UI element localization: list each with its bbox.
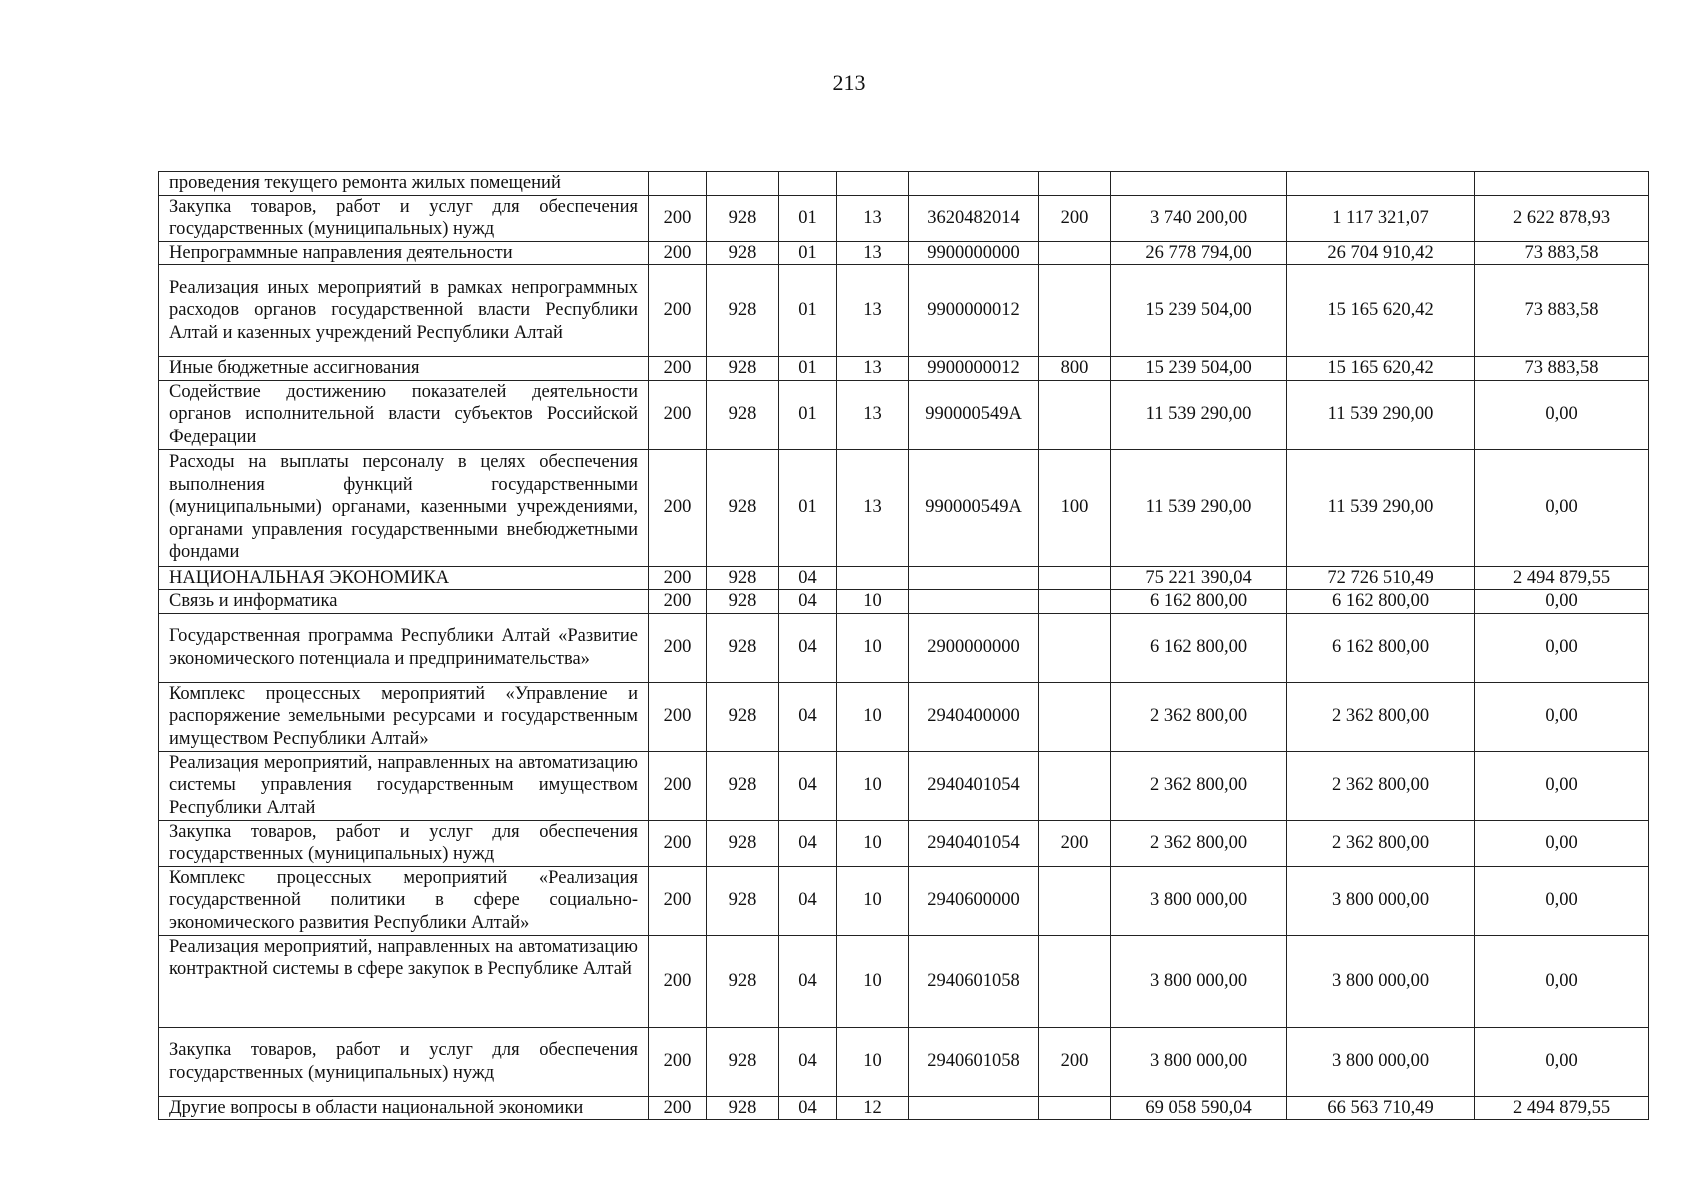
- planned-amount-cell: 2 362 800,00: [1111, 820, 1287, 866]
- table-row: [159, 566, 1649, 590]
- expense-type-cell: [1039, 241, 1111, 265]
- subsection-code-cell: 10: [837, 1027, 909, 1096]
- table-row: [159, 241, 1649, 265]
- admin-code-cell: 200: [649, 265, 707, 357]
- ministry-code-cell: 928: [707, 866, 779, 935]
- planned-amount-cell: 3 800 000,00: [1111, 935, 1287, 1027]
- target-article-cell: 2940600000: [909, 866, 1039, 935]
- target-article-cell: [909, 590, 1039, 614]
- section-code-cell: 01: [779, 265, 837, 357]
- target-article-cell: 9900000000: [909, 241, 1039, 265]
- admin-code-cell: 200: [649, 241, 707, 265]
- executed-amount-cell: [1287, 172, 1475, 196]
- target-article-cell: 2940601058: [909, 1027, 1039, 1096]
- expense-type-cell: 200: [1039, 820, 1111, 866]
- planned-amount-cell: 15 239 504,00: [1111, 265, 1287, 357]
- expense-type-cell: 800: [1039, 357, 1111, 381]
- row-name-cell: Непрограммные направления деятельности: [159, 241, 649, 265]
- admin-code-cell: [649, 172, 707, 196]
- remaining-amount-cell: 0,00: [1475, 682, 1649, 751]
- subsection-code-cell: 13: [837, 380, 909, 449]
- section-code-cell: 01: [779, 380, 837, 449]
- remaining-amount-cell: 0,00: [1475, 820, 1649, 866]
- subsection-code-cell: 13: [837, 241, 909, 265]
- admin-code-cell: 200: [649, 195, 707, 241]
- ministry-code-cell: 928: [707, 195, 779, 241]
- remaining-amount-cell: 73 883,58: [1475, 241, 1649, 265]
- target-article-cell: 990000549A: [909, 380, 1039, 449]
- planned-amount-cell: 2 362 800,00: [1111, 751, 1287, 820]
- ministry-code-cell: 928: [707, 935, 779, 1027]
- executed-amount-cell: 11 539 290,00: [1287, 449, 1475, 566]
- remaining-amount-cell: 73 883,58: [1475, 265, 1649, 357]
- target-article-cell: 990000549A: [909, 449, 1039, 566]
- admin-code-cell: 200: [649, 613, 707, 682]
- remaining-amount-cell: 0,00: [1475, 866, 1649, 935]
- row-name-cell: Комплекс процессных мероприятий «Реализация государственной политики в сфере социально-экономического развития Республики Алтай»: [159, 866, 649, 935]
- subsection-code-cell: 10: [837, 613, 909, 682]
- table-row: [159, 1027, 1649, 1096]
- subsection-code-cell: 10: [837, 935, 909, 1027]
- remaining-amount-cell: 2 494 879,55: [1475, 566, 1649, 590]
- row-name-cell: Содействие достижению показателей деятельности органов исполнительной власти субъектов Российской Федерации: [159, 380, 649, 449]
- section-code-cell: 04: [779, 590, 837, 614]
- row-name-cell: Реализация иных мероприятий в рамках непрограммных расходов органов государственной власти Республики Алтай и казенных учреждений Республики Алтай: [159, 265, 649, 357]
- planned-amount-cell: 3 740 200,00: [1111, 195, 1287, 241]
- row-name-cell: Государственная программа Республики Алтай «Развитие экономического потенциала и предпринимательства»: [159, 613, 649, 682]
- executed-amount-cell: 6 162 800,00: [1287, 613, 1475, 682]
- target-article-cell: 2940401054: [909, 751, 1039, 820]
- ministry-code-cell: 928: [707, 1027, 779, 1096]
- subsection-code-cell: [837, 172, 909, 196]
- row-name-cell: Иные бюджетные ассигнования: [159, 357, 649, 381]
- remaining-amount-cell: 2 494 879,55: [1475, 1096, 1649, 1120]
- planned-amount-cell: 69 058 590,04: [1111, 1096, 1287, 1120]
- ministry-code-cell: 928: [707, 590, 779, 614]
- table-row: [159, 682, 1649, 751]
- table-row: [159, 613, 1649, 682]
- expense-type-cell: [1039, 613, 1111, 682]
- subsection-code-cell: 13: [837, 357, 909, 381]
- section-code-cell: 01: [779, 357, 837, 381]
- subsection-code-cell: 13: [837, 195, 909, 241]
- section-code-cell: [779, 172, 837, 196]
- ministry-code-cell: 928: [707, 380, 779, 449]
- remaining-amount-cell: 0,00: [1475, 380, 1649, 449]
- subsection-code-cell: 10: [837, 590, 909, 614]
- subsection-code-cell: 12: [837, 1096, 909, 1120]
- row-name-cell: НАЦИОНАЛЬНАЯ ЭКОНОМИКА: [159, 566, 649, 590]
- ministry-code-cell: 928: [707, 820, 779, 866]
- table-row: [159, 590, 1649, 614]
- remaining-amount-cell: 2 622 878,93: [1475, 195, 1649, 241]
- admin-code-cell: 200: [649, 566, 707, 590]
- row-name-cell: Закупка товаров, работ и услуг для обеспечения государственных (муниципальных) нужд: [159, 195, 649, 241]
- admin-code-cell: 200: [649, 935, 707, 1027]
- target-article-cell: 9900000012: [909, 357, 1039, 381]
- ministry-code-cell: 928: [707, 449, 779, 566]
- row-name-cell: Комплекс процессных мероприятий «Управление и распоряжение земельными ресурсами и государственным имуществом Республики Алтай»: [159, 682, 649, 751]
- planned-amount-cell: 75 221 390,04: [1111, 566, 1287, 590]
- admin-code-cell: 200: [649, 682, 707, 751]
- remaining-amount-cell: 73 883,58: [1475, 357, 1649, 381]
- expense-type-cell: [1039, 682, 1111, 751]
- executed-amount-cell: 26 704 910,42: [1287, 241, 1475, 265]
- target-article-cell: 2940400000: [909, 682, 1039, 751]
- expense-type-cell: 100: [1039, 449, 1111, 566]
- ministry-code-cell: 928: [707, 613, 779, 682]
- remaining-amount-cell: 0,00: [1475, 449, 1649, 566]
- section-code-cell: 04: [779, 1096, 837, 1120]
- ministry-code-cell: 928: [707, 566, 779, 590]
- section-code-cell: 01: [779, 195, 837, 241]
- admin-code-cell: 200: [649, 449, 707, 566]
- section-code-cell: 04: [779, 866, 837, 935]
- expense-type-cell: [1039, 566, 1111, 590]
- remaining-amount-cell: 0,00: [1475, 751, 1649, 820]
- table-row: [159, 820, 1649, 866]
- table-row: [159, 265, 1649, 357]
- subsection-code-cell: 10: [837, 820, 909, 866]
- ministry-code-cell: 928: [707, 357, 779, 381]
- budget-table: [158, 171, 1649, 1120]
- admin-code-cell: 200: [649, 380, 707, 449]
- target-article-cell: 2940601058: [909, 935, 1039, 1027]
- planned-amount-cell: [1111, 172, 1287, 196]
- executed-amount-cell: 2 362 800,00: [1287, 820, 1475, 866]
- page-number: 213: [832, 70, 866, 95]
- section-code-cell: 04: [779, 613, 837, 682]
- subsection-code-cell: 10: [837, 751, 909, 820]
- target-article-cell: 2940401054: [909, 820, 1039, 866]
- executed-amount-cell: 11 539 290,00: [1287, 380, 1475, 449]
- section-code-cell: 04: [779, 820, 837, 866]
- admin-code-cell: 200: [649, 866, 707, 935]
- admin-code-cell: 200: [649, 751, 707, 820]
- planned-amount-cell: 2 362 800,00: [1111, 682, 1287, 751]
- admin-code-cell: 200: [649, 1027, 707, 1096]
- executed-amount-cell: 15 165 620,42: [1287, 357, 1475, 381]
- section-code-cell: 01: [779, 449, 837, 566]
- expense-type-cell: [1039, 590, 1111, 614]
- expense-type-cell: [1039, 1096, 1111, 1120]
- section-code-cell: 04: [779, 566, 837, 590]
- planned-amount-cell: 11 539 290,00: [1111, 449, 1287, 566]
- section-code-cell: 04: [779, 751, 837, 820]
- target-article-cell: 3620482014: [909, 195, 1039, 241]
- row-name-cell: Реализация мероприятий, направленных на автоматизацию контрактной системы в сфере закупок в Республике Алтай: [159, 935, 649, 1027]
- ministry-code-cell: 928: [707, 682, 779, 751]
- executed-amount-cell: 6 162 800,00: [1287, 590, 1475, 614]
- executed-amount-cell: 15 165 620,42: [1287, 265, 1475, 357]
- section-code-cell: 01: [779, 241, 837, 265]
- planned-amount-cell: 6 162 800,00: [1111, 590, 1287, 614]
- section-code-cell: 04: [779, 935, 837, 1027]
- subsection-code-cell: 13: [837, 449, 909, 566]
- ministry-code-cell: 928: [707, 1096, 779, 1120]
- expense-type-cell: [1039, 866, 1111, 935]
- planned-amount-cell: 3 800 000,00: [1111, 1027, 1287, 1096]
- table-row: [159, 866, 1649, 935]
- target-article-cell: 9900000012: [909, 265, 1039, 357]
- section-code-cell: 04: [779, 1027, 837, 1096]
- remaining-amount-cell: 0,00: [1475, 613, 1649, 682]
- remaining-amount-cell: [1475, 172, 1649, 196]
- planned-amount-cell: 26 778 794,00: [1111, 241, 1287, 265]
- target-article-cell: 2900000000: [909, 613, 1039, 682]
- expense-type-cell: [1039, 935, 1111, 1027]
- executed-amount-cell: 2 362 800,00: [1287, 682, 1475, 751]
- section-code-cell: 04: [779, 682, 837, 751]
- target-article-cell: [909, 1096, 1039, 1120]
- ministry-code-cell: 928: [707, 241, 779, 265]
- admin-code-cell: 200: [649, 357, 707, 381]
- row-name-cell: Реализация мероприятий, направленных на автоматизацию системы управления государственным имуществом Республики Алтай: [159, 751, 649, 820]
- table-row: [159, 935, 1649, 1027]
- row-name-cell: проведения текущего ремонта жилых помещений: [159, 172, 649, 196]
- expense-type-cell: [1039, 265, 1111, 357]
- subsection-code-cell: [837, 566, 909, 590]
- admin-code-cell: 200: [649, 590, 707, 614]
- table-row: [159, 172, 1649, 196]
- executed-amount-cell: 3 800 000,00: [1287, 935, 1475, 1027]
- expense-type-cell: [1039, 380, 1111, 449]
- ministry-code-cell: [707, 172, 779, 196]
- row-name-cell: Закупка товаров, работ и услуг для обеспечения государственных (муниципальных) нужд: [159, 1027, 649, 1096]
- table-row: [159, 380, 1649, 449]
- planned-amount-cell: 15 239 504,00: [1111, 357, 1287, 381]
- ministry-code-cell: 928: [707, 265, 779, 357]
- remaining-amount-cell: 0,00: [1475, 590, 1649, 614]
- executed-amount-cell: 3 800 000,00: [1287, 866, 1475, 935]
- executed-amount-cell: 3 800 000,00: [1287, 1027, 1475, 1096]
- expense-type-cell: [1039, 751, 1111, 820]
- remaining-amount-cell: 0,00: [1475, 1027, 1649, 1096]
- row-name-cell: Связь и информатика: [159, 590, 649, 614]
- executed-amount-cell: 66 563 710,49: [1287, 1096, 1475, 1120]
- expense-type-cell: 200: [1039, 195, 1111, 241]
- row-name-cell: Расходы на выплаты персоналу в целях обеспечения выполнения функций государственными (муниципальными) органами, казенными учреждениями, органами управления государственными внебюджетными фондами: [159, 449, 649, 566]
- subsection-code-cell: 10: [837, 866, 909, 935]
- row-name-cell: Другие вопросы в области национальной экономики: [159, 1096, 649, 1120]
- table-row: [159, 1096, 1649, 1120]
- admin-code-cell: 200: [649, 1096, 707, 1120]
- table-body: [159, 172, 1649, 1120]
- executed-amount-cell: 2 362 800,00: [1287, 751, 1475, 820]
- table-row: [159, 449, 1649, 566]
- expense-type-cell: [1039, 172, 1111, 196]
- expense-type-cell: 200: [1039, 1027, 1111, 1096]
- row-name-cell: Закупка товаров, работ и услуг для обеспечения государственных (муниципальных) нужд: [159, 820, 649, 866]
- target-article-cell: [909, 172, 1039, 196]
- table-row: [159, 357, 1649, 381]
- subsection-code-cell: 10: [837, 682, 909, 751]
- ministry-code-cell: 928: [707, 751, 779, 820]
- subsection-code-cell: 13: [837, 265, 909, 357]
- planned-amount-cell: 11 539 290,00: [1111, 380, 1287, 449]
- remaining-amount-cell: 0,00: [1475, 935, 1649, 1027]
- table-row: [159, 751, 1649, 820]
- executed-amount-cell: 1 117 321,07: [1287, 195, 1475, 241]
- planned-amount-cell: 6 162 800,00: [1111, 613, 1287, 682]
- executed-amount-cell: 72 726 510,49: [1287, 566, 1475, 590]
- table-row: [159, 195, 1649, 241]
- planned-amount-cell: 3 800 000,00: [1111, 866, 1287, 935]
- target-article-cell: [909, 566, 1039, 590]
- admin-code-cell: 200: [649, 820, 707, 866]
